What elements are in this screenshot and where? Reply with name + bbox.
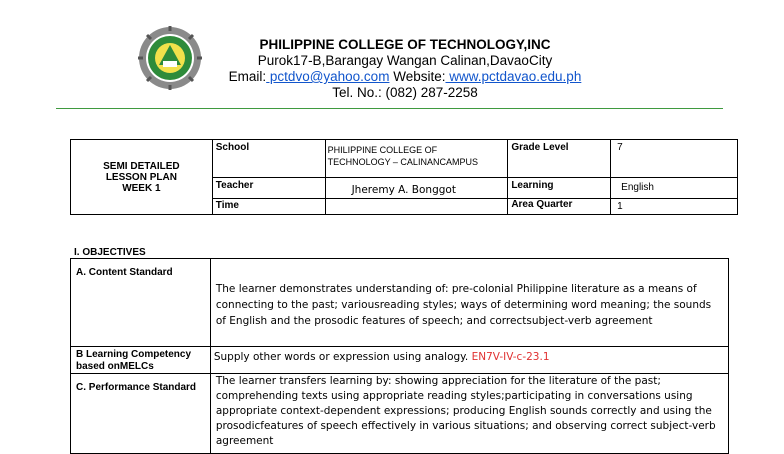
quarter-value: 1 [611, 199, 738, 215]
email-link[interactable]: pctdvo@yahoo.com [266, 69, 390, 84]
teacher-value: Jheremy A. Bonggot [325, 178, 508, 199]
grade-level-value: 7 [611, 140, 738, 178]
header-divider [56, 108, 723, 109]
content-standard-text: The learner demonstrates understanding of: pre-colonial Philippine literature as a means of connecting to the past; variousreading styles; ways of determining word meaning; the sounds of English and the prosodic features of speech; and correctsubject-verb agreement [210, 259, 728, 347]
school-address: Purok17-B,Barangay Wangan Calinan,DavaoCity [257, 53, 553, 68]
school-value [325, 140, 508, 178]
time-value [325, 199, 508, 215]
plan-title-line: LESSON PLAN [105, 171, 177, 183]
performance-standard-text: The learner transfers learning by: showing appreciation for the literature of the past; comprehending texts using appropriate reading styles;participating in conversations using appropriate context-dependent expressions; producing English sounds correctly and using the prosodicfeatures of speech effectively in various situations; and observing correct subject-verb agreement [210, 374, 728, 454]
website-link[interactable]: www.pctdavao.edu.ph [445, 69, 582, 84]
competency-label-line: based onMELCs [76, 361, 154, 372]
competency-text: Supply other words or expression using analogy. [213, 351, 469, 363]
competency-label-line: B Learning Competency [76, 349, 192, 360]
performance-standard-label: C. Performance Standard [71, 374, 211, 454]
college-logo [137, 25, 203, 91]
objectives-heading: I. OBJECTIVES [74, 247, 146, 258]
contact-line [200, 69, 610, 84]
school-value-line: TECHNOLOGY – CALINANCAMPUS [327, 157, 478, 167]
email-label: Email: [228, 69, 267, 84]
lesson-info-table [70, 139, 738, 215]
plan-title-line: SEMI DETAILED [103, 160, 180, 172]
time-label: Time [212, 199, 325, 215]
competency-label [71, 347, 211, 374]
website-label: Website: [389, 69, 446, 84]
content-standard-label: A. Content Standard [71, 259, 211, 347]
learning-value: English [611, 178, 738, 199]
school-name: PHILIPPINE COLLEGE OF TECHNOLOGY,INC [259, 37, 551, 52]
competency-cell [210, 347, 728, 374]
school-value-line: PHILIPPINE COLLEGE OF [327, 145, 438, 155]
grade-level-label: Grade Level [508, 140, 611, 178]
objectives-table [70, 258, 729, 454]
school-label: School [212, 140, 325, 178]
teacher-label: Teacher [212, 178, 325, 199]
competency-code: EN7V-IV-c-23.1 [471, 351, 550, 363]
plan-title-cell [71, 140, 213, 215]
telephone: Tel. No.: (082) 287-2258 [332, 85, 478, 100]
plan-title-line: WEEK 1 [122, 182, 161, 194]
learning-label: Learning [508, 178, 611, 199]
area-quarter-label: Area Quarter [508, 199, 611, 215]
